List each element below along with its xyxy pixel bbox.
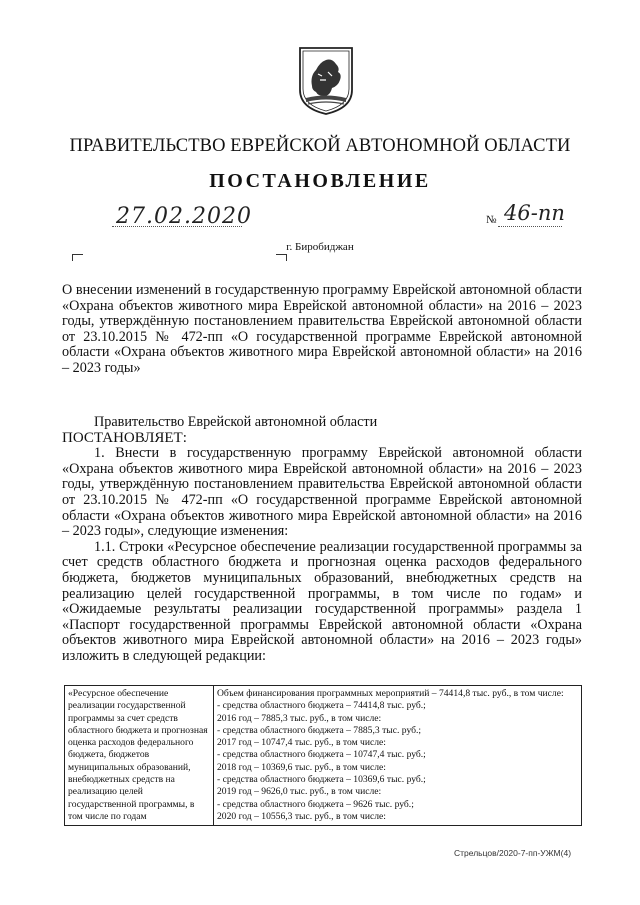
document-code: Стрельцов/2020-7-пп-УЖМ(4) xyxy=(454,848,572,858)
table-line: 2016 год – 7885,3 тыс. руб., в том числе: xyxy=(217,712,382,724)
title-bracket-left xyxy=(72,254,83,261)
table-line: 2018 год – 10369,6 тыс. руб., в том числе: xyxy=(217,761,386,773)
passport-table xyxy=(64,685,582,826)
resolution-title: О внесении изменений в государственную программу Еврейской автономной области «Охрана объектов животного мира Еврейской автономной области» на 2016 – 2023 годы, утверждённую постановлением правительства Еврейской автономной области от 23.10.2015 № 472-пп «О государственной программе Еврейской автономной области «Охрана объектов животного мира Еврейской автономной области» на 2016 – 2023 годы» xyxy=(62,282,582,376)
government-title: ПРАВИТЕЛЬСТВО ЕВРЕЙСКОЙ АВТОНОМНОЙ ОБЛАСТИ xyxy=(69,136,571,156)
resolution-body xyxy=(62,415,582,665)
number-handwritten: 46-пп xyxy=(504,201,565,225)
table-line: 2017 год – 10747,4 тыс. руб., в том числе: xyxy=(217,737,386,749)
paragraph-1-1: 1.1. Строки «Ресурсное обеспечение реализации государственной программы за счет средств областного бюджета и прогнозная оценка расходов федерального бюджета, бюджетов муниципальных образований, внебюджетных средств на реализацию целей государственной программы, в том числе по годам» и «Ожидаемые результаты реализации государственной программы» раздела 1 «Паспорт государственной программы Еврейской автономной области «Охрана объектов животного мира Еврейской автономной области» на 2016 – 2023 годы» изложить в следующей редакции: xyxy=(62,538,582,664)
table-cell-left: «Ресурсное обеспечение реализации государственной программы за счет средств областного бюджета и прогнозная оценка расходов федерального бюджета, бюджетов муниципальных образований, внебюджетных средств на реализацию целей государственной программы, в том числе по годам xyxy=(65,686,214,826)
date-underline xyxy=(112,226,242,227)
table-line: Объем финансирования программных мероприятий – 74414,8 тыс. руб., в том числе: xyxy=(217,688,564,699)
table-row xyxy=(65,686,582,826)
table-line: - средства областного бюджета – 10369,6 тыс. руб.; xyxy=(217,774,426,786)
table-line: 2019 год – 9626,0 тыс. руб., в том числе: xyxy=(217,786,382,798)
issuing-body-line: Правительство Еврейской автономной области xyxy=(94,414,378,430)
coat-of-arms-icon xyxy=(296,46,356,116)
number-underline xyxy=(498,226,562,227)
table-line: - средства областного бюджета – 7885,3 тыс. руб.; xyxy=(217,724,422,736)
table-line: - средства областного бюджета – 10747,4 тыс. руб.; xyxy=(217,749,426,761)
paragraph-1: 1. Внести в государственную программу Еврейской автономной области «Охрана объектов животного мира Еврейской автономной области» на 2016 – 2023 годы, утверждённую постановлением правительства Еврейской автономной области от 23.10.2015 № 472-пп «О государственной программе Еврейской автономной области «Охрана объектов животного мира Еврейской автономной области» на 2016 – 2023 годы», следующие изменения: xyxy=(62,445,582,540)
table-line: - средства областного бюджета – 74414,8 тыс. руб.; xyxy=(217,700,426,712)
resolves-line: ПОСТАНОВЛЯЕТ: xyxy=(62,429,187,446)
document-type-title: ПОСТАНОВЛЕНИЕ xyxy=(209,170,431,192)
title-bracket-right xyxy=(276,254,287,261)
date-handwritten: 27.02.2020 xyxy=(116,204,252,229)
table-line: 2020 год – 10556,3 тыс. руб., в том числе: xyxy=(217,810,386,822)
table-line: - средства областного бюджета – 9626 тыс. руб.; xyxy=(217,798,414,810)
table-cell-right xyxy=(214,686,582,826)
city-label: г. Биробиджан xyxy=(286,241,354,253)
number-label: № xyxy=(486,214,497,226)
